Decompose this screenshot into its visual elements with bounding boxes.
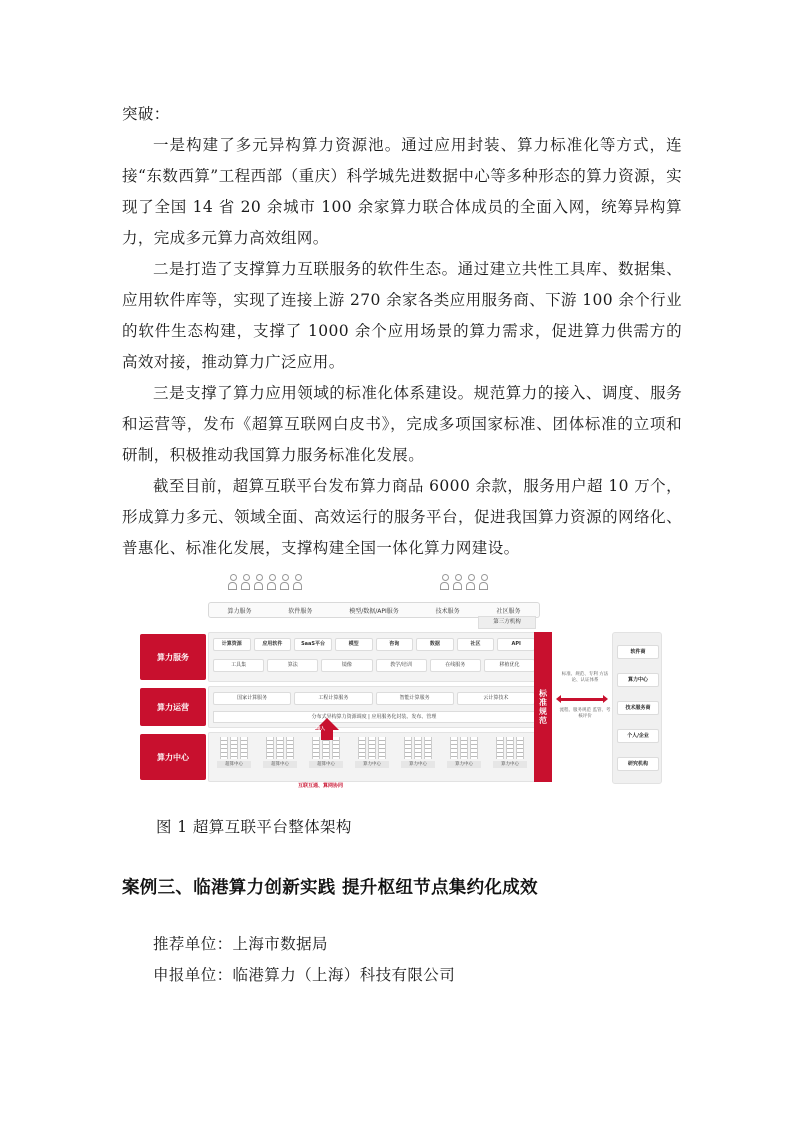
paragraph-breakthrough: 突破：: [122, 105, 170, 123]
case-heading: 案例三、临港算力创新实践 提升枢纽节点集约化成效: [122, 878, 538, 898]
service-row-2: [213, 659, 535, 672]
operation-chip: 云计算技术: [457, 692, 535, 705]
stakeholder-item: 软件商: [617, 645, 659, 659]
person-icon: [228, 574, 237, 592]
person-icon: [453, 574, 462, 592]
person-icon: [254, 574, 263, 592]
service-chip: 社区: [457, 638, 495, 651]
service-chip: 应用软件: [254, 638, 292, 651]
service-type: 模型/数据/API服务: [349, 607, 399, 615]
service-chip: 镜像: [321, 659, 372, 672]
layer-label-service: 算力服务: [140, 634, 206, 680]
cluster-label: 超算中心: [309, 761, 343, 768]
operation-chip: 智能计算服务: [376, 692, 454, 705]
person-icon: [267, 574, 276, 592]
operation-chip: 国家计算服务: [213, 692, 291, 705]
service-chip: 移植优化: [484, 659, 535, 672]
service-chip: 教学/培训: [376, 659, 427, 672]
compute-cluster: [401, 737, 435, 773]
service-chip: API: [497, 638, 535, 651]
compute-cluster: [447, 737, 481, 773]
service-chip: SaaS平台: [294, 638, 332, 651]
figure-caption: 图 1 超算互联平台整体架构: [156, 818, 352, 836]
compute-cluster: [493, 737, 527, 773]
recommend-unit: 推荐单位：上海市数据局: [153, 935, 328, 953]
double-arrow-icon: [560, 698, 604, 701]
standards-note-top: 标准、规范、专利 方法论、认证体系: [561, 672, 609, 683]
service-chip: 算法: [267, 659, 318, 672]
paragraph-current-status: 截至目前，超算互联平台发布算力商品 6000 余款，服务用户超 10 万个，形成算力多元、领域全面、高效运行的服务平台，促进我国算力资源的网络化、普惠化、标准化发展，支撑构建全国一体化算力网建设。: [122, 477, 682, 557]
service-type: 软件服务: [288, 607, 313, 615]
service-type: 算力服务: [227, 607, 252, 615]
layer-label-center: 算力中心: [140, 734, 206, 780]
access-caption: 接入: [316, 727, 325, 732]
third-party-box: 第三方机构: [478, 616, 536, 629]
service-chip: 在线服务: [430, 659, 481, 672]
stakeholder-item: 个人/企业: [617, 729, 659, 743]
layer-label-operation: 算力运营: [140, 688, 206, 726]
cluster-label: 算力中心: [493, 761, 527, 768]
operation-row: [213, 692, 535, 705]
compute-cluster: [217, 737, 251, 773]
cluster-label: 超算中心: [263, 761, 297, 768]
compute-cluster: [309, 737, 343, 773]
paragraph-software-ecosystem: 二是打造了支撑算力互联服务的软件生态。通过建立共性工具库、数据集、应用软件库等，实现了连接上游 270 余家各类应用服务商、下游 100 余个行业的软件生态构建，支撑了 1000 余个应用场景的算力需求，促进算力供需方的高效对接，推动算力广泛应用。: [122, 260, 682, 371]
layer-service-box: [208, 632, 540, 682]
person-icon: [479, 574, 488, 592]
person-icon: [466, 574, 475, 592]
service-type: 技术服务: [435, 607, 460, 615]
scheduling-bar: 分布式异构算力资源调度 | 应用服务化封装、发布、管理: [213, 711, 535, 723]
standards-column: 标准规范: [534, 632, 552, 782]
person-icon: [280, 574, 289, 592]
service-chip: 模型: [335, 638, 373, 651]
person-icon: [241, 574, 250, 592]
compute-cluster: [263, 737, 297, 773]
stakeholder-item: 研究机构: [617, 757, 659, 771]
operation-chip: 工程计算服务: [294, 692, 372, 705]
stakeholder-panel: [612, 632, 662, 784]
cluster-label: 超算中心: [217, 761, 251, 768]
person-icon: [440, 574, 449, 592]
interconnect-caption: 互联互通、算网协同: [298, 783, 344, 789]
service-row-1: [213, 638, 535, 651]
architecture-figure: [140, 574, 660, 794]
users-icon-group-right: [440, 574, 488, 600]
service-chip: 计算资源: [213, 638, 251, 651]
service-chip: 数据: [416, 638, 454, 651]
person-icon: [293, 574, 302, 592]
layer-operation-box: [208, 686, 540, 728]
paragraph-resource-pool: 一是构建了多元异构算力资源池。通过应用封装、算力标准化等方式，连接“东数西算”工程西部（重庆）科学城先进数据中心等多种形态的算力资源，实现了全国 14 省 20 余城市 100 余家算力联合体成员的全面入网，统筹异构算力，完成多元算力高效组网。: [122, 136, 682, 247]
paragraph-standardization: 三是支撑了算力应用领域的标准化体系建设。规范算力的接入、调度、服务和运营等，发布《超算互联网白皮书》，完成多项国家标准、团体标准的立项和研制，积极推动我国算力服务标准化发展。: [122, 384, 682, 464]
layer-center-box: [208, 732, 540, 782]
service-type: 社区服务: [496, 607, 521, 615]
cluster-label: 算力中心: [355, 761, 389, 768]
cluster-label: 算力中心: [447, 761, 481, 768]
service-chip: 工具集: [213, 659, 264, 672]
declare-unit: 申报单位：临港算力（上海）科技有限公司: [153, 966, 456, 984]
stakeholder-item: 技术服务商: [617, 701, 659, 715]
standards-note-bottom: 流程、服务规范 监管、考核评价: [559, 708, 611, 719]
cluster-label: 算力中心: [401, 761, 435, 768]
users-icon-group-left: [228, 574, 302, 600]
stakeholder-item: 算力中心: [617, 673, 659, 687]
service-chip: 咨询: [376, 638, 414, 651]
compute-cluster: [355, 737, 389, 773]
